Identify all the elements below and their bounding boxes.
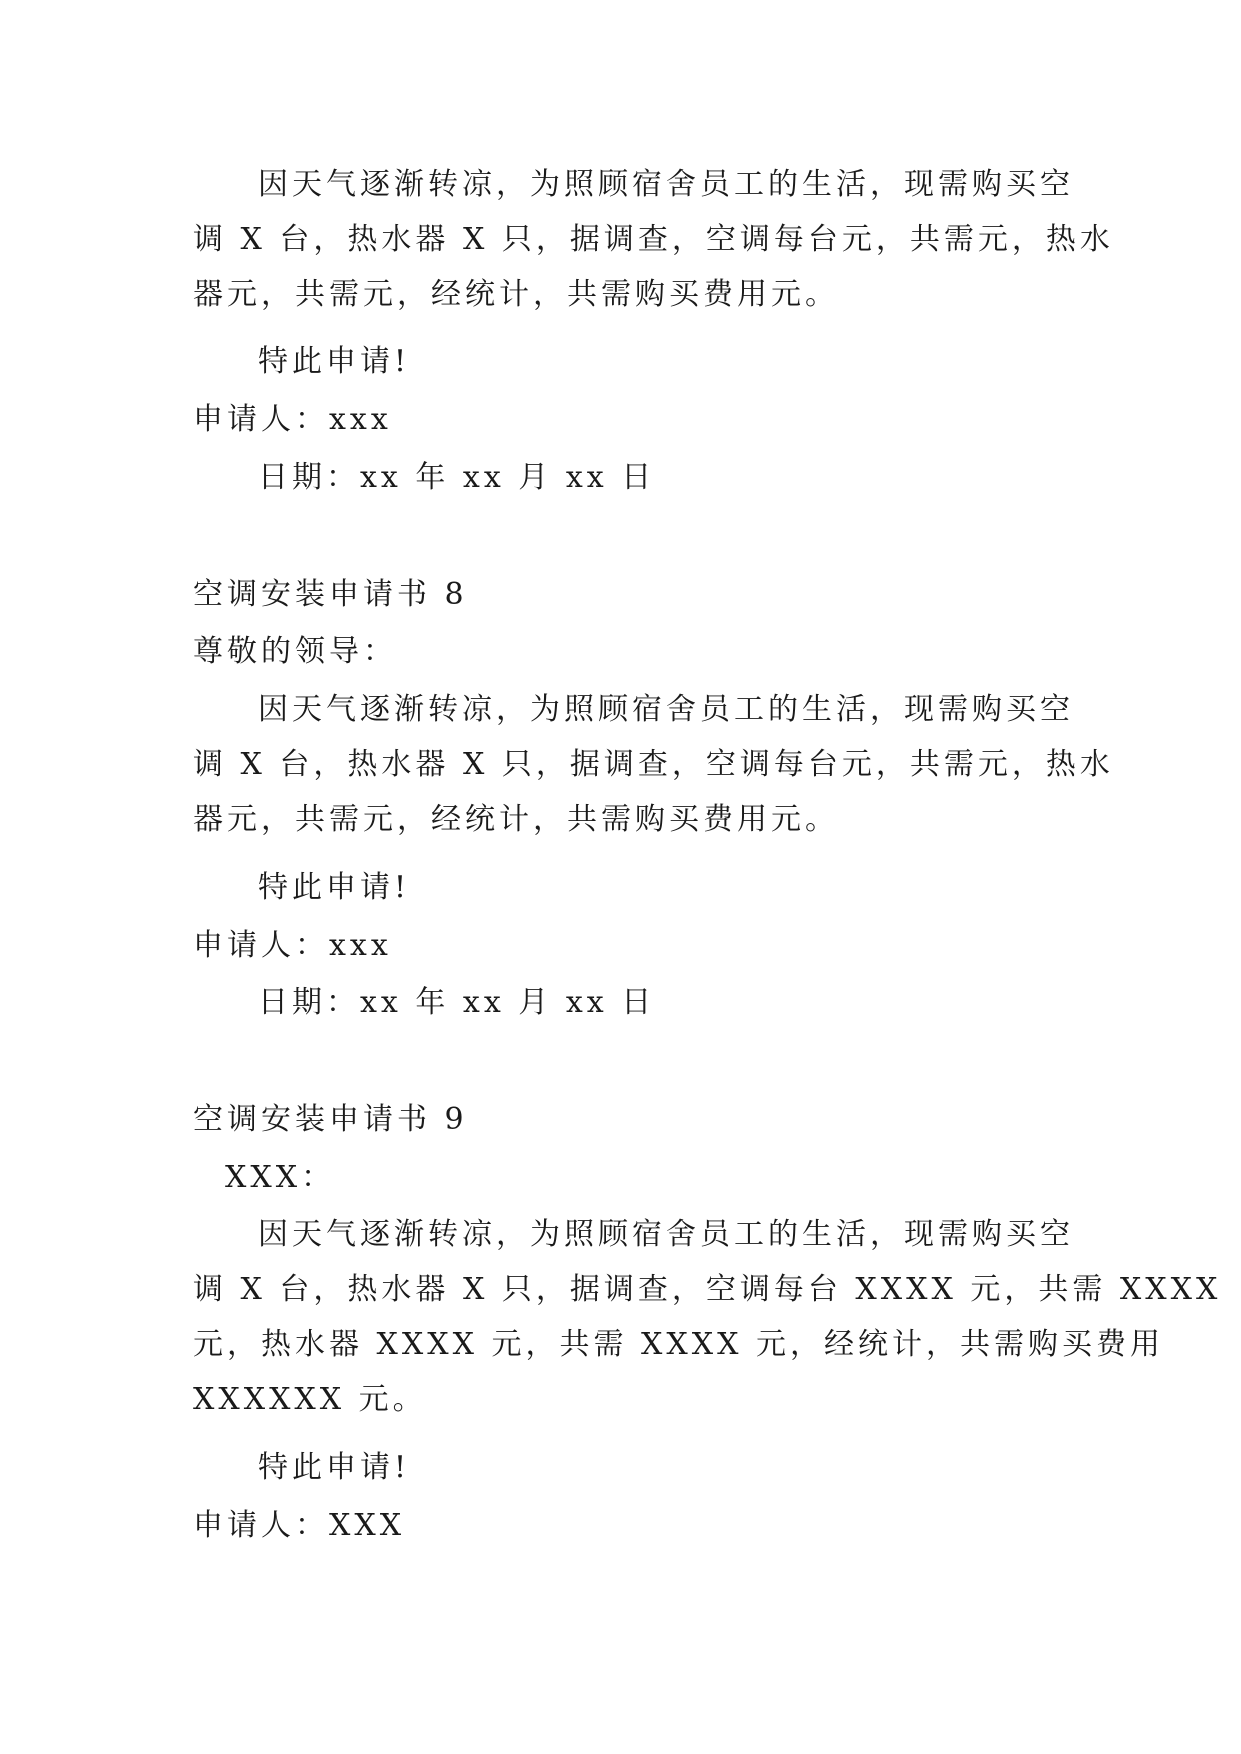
paragraph-line: XXXXXX 元。 xyxy=(193,1382,427,1417)
applicant-line: 申请人：xxx xyxy=(193,402,392,437)
paragraph-line: 调 X 台，热水器 X 只，据调查，空调每台元，共需元，热水 xyxy=(193,222,1114,257)
applicant-line: 申请人：XXX xyxy=(193,1508,406,1543)
closing-line: 特此申请! xyxy=(258,870,411,905)
paragraph-line: 器元，共需元，经统计，共需购买费用元。 xyxy=(193,802,839,837)
paragraph-line: 元，热水器 XXXX 元，共需 XXXX 元，经统计，共需购买费用 xyxy=(193,1327,1165,1362)
paragraph-line: 调 X 台，热水器 X 只，据调查，空调每台元，共需元，热水 xyxy=(193,747,1114,782)
salutation-line: XXX： xyxy=(225,1160,336,1195)
date-line: 日期：xx 年 xx 月 xx 日 xyxy=(258,985,656,1020)
paragraph-line: 因天气逐渐转凉，为照顾宿舍员工的生活，现需购买空 xyxy=(258,167,1074,202)
date-line: 日期：xx 年 xx 月 xx 日 xyxy=(258,460,656,495)
paragraph-line: 调 X 台，热水器 X 只，据调查，空调每台 XXXX 元，共需 XXXX xyxy=(193,1272,1222,1307)
closing-line: 特此申请! xyxy=(258,1450,411,1485)
salutation-line: 尊敬的领导： xyxy=(193,634,397,669)
section-title: 空调安装申请书 8 xyxy=(193,577,468,612)
section-title: 空调安装申请书 9 xyxy=(193,1102,468,1137)
paragraph-line: 因天气逐渐转凉，为照顾宿舍员工的生活，现需购买空 xyxy=(258,692,1074,727)
closing-line: 特此申请! xyxy=(258,344,411,379)
paragraph-line: 器元，共需元，经统计，共需购买费用元。 xyxy=(193,277,839,312)
applicant-line: 申请人：xxx xyxy=(193,928,392,963)
paragraph-line: 因天气逐渐转凉，为照顾宿舍员工的生活，现需购买空 xyxy=(258,1217,1074,1252)
